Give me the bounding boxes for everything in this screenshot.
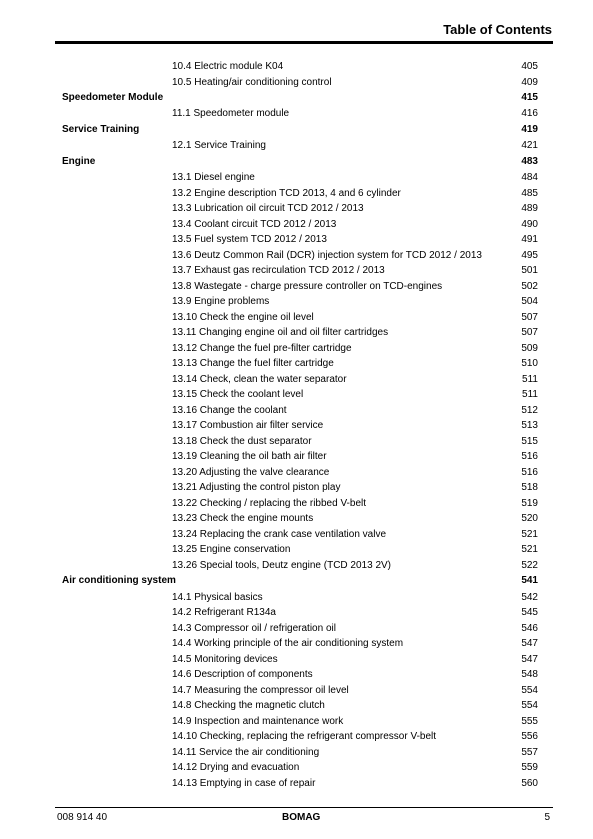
- toc-chapter-title: Air conditioning system: [62, 575, 176, 587]
- toc-page-number: 518: [521, 482, 538, 494]
- brand-name: BOMAG: [282, 812, 321, 823]
- toc-chapter[interactable]: [0, 90, 593, 106]
- toc-page-number: 554: [521, 684, 538, 696]
- toc-page-number: 509: [521, 342, 538, 354]
- toc-entry[interactable]: [0, 59, 593, 75]
- toc-page-number: 415: [521, 92, 538, 103]
- toc-page-number: 485: [521, 187, 538, 199]
- toc-entry-title: 13.21 Adjusting the control piston play: [172, 482, 341, 494]
- toc-entry-title: 13.7 Exhaust gas recirculation TCD 2012 / 2013: [172, 265, 385, 277]
- toc-page-number: 405: [521, 61, 538, 72]
- toc-page-number: 557: [521, 746, 538, 758]
- toc-entry-title: 13.5 Fuel system TCD 2012 / 2013: [172, 234, 327, 246]
- toc-entry[interactable]: [0, 714, 593, 730]
- toc-entry-title: 12.1 Service Training: [172, 140, 266, 152]
- toc-entry[interactable]: [0, 387, 593, 403]
- toc-entry[interactable]: [0, 729, 593, 745]
- toc-page-number: 556: [521, 731, 538, 743]
- toc-entry[interactable]: [0, 186, 593, 202]
- toc-entry-title: 13.1 Diesel engine: [172, 172, 255, 184]
- toc-entry-title: 14.1 Physical basics: [172, 591, 263, 603]
- toc-chapter[interactable]: [0, 573, 593, 589]
- toc-page-number: 541: [521, 575, 538, 587]
- toc-page-number: 560: [521, 777, 538, 789]
- toc-entry[interactable]: [0, 605, 593, 621]
- toc-entry[interactable]: [0, 683, 593, 699]
- toc-entry-title: 13.16 Change the coolant: [172, 404, 287, 416]
- toc-entry[interactable]: [0, 480, 593, 496]
- toc-entry-title: 13.4 Coolant circuit TCD 2012 / 2013: [172, 218, 337, 230]
- toc-entry[interactable]: [0, 621, 593, 637]
- toc-chapter[interactable]: [0, 122, 593, 138]
- toc-page-number: 548: [521, 669, 538, 681]
- toc-entry[interactable]: [0, 667, 593, 683]
- toc-entry[interactable]: [0, 372, 593, 388]
- toc-entry-title: 14.11 Service the air conditioning: [172, 746, 320, 758]
- toc-entry-title: 14.10 Checking, replacing the refrigerant compressor V-belt: [172, 731, 437, 743]
- toc-page-number: 555: [521, 715, 538, 727]
- toc-entry-title: 13.15 Check the coolant level: [172, 389, 304, 401]
- toc-page-number: 547: [521, 638, 538, 650]
- toc-entry[interactable]: [0, 279, 593, 295]
- toc-entry[interactable]: [0, 698, 593, 714]
- toc-entry[interactable]: [0, 75, 593, 91]
- toc-entry[interactable]: [0, 652, 593, 668]
- toc-chapter-title: Engine: [62, 155, 96, 167]
- toc-entry[interactable]: [0, 745, 593, 761]
- toc-entry[interactable]: [0, 760, 593, 776]
- toc-entry[interactable]: [0, 294, 593, 310]
- toc-chapter[interactable]: [0, 154, 593, 170]
- toc-entry[interactable]: [0, 217, 593, 233]
- toc-entry-title: 13.9 Engine problems: [172, 296, 270, 308]
- toc-entry-title: 13.18 Check the dust separator: [172, 435, 312, 447]
- toc-page-number: 421: [521, 140, 538, 152]
- toc-page-number: 490: [521, 218, 538, 230]
- page-title: Table of Contents: [443, 22, 552, 37]
- toc-page-number: 512: [521, 404, 538, 416]
- toc-entry-title: 13.23 Check the engine mounts: [172, 513, 314, 525]
- toc-page-number: 507: [521, 327, 538, 339]
- toc-page-number: 513: [521, 420, 538, 432]
- toc-page-number: 511: [522, 389, 538, 401]
- toc-entry-title: 13.13 Change the fuel filter cartridge: [172, 358, 334, 370]
- toc-entry[interactable]: [0, 558, 593, 574]
- toc-page-number: 559: [521, 762, 538, 774]
- toc-entry-title: 13.17 Combustion air filter service: [172, 420, 324, 432]
- toc-entry[interactable]: [0, 263, 593, 279]
- toc-entry-title: 13.8 Wastegate - charge pressure controller on TCD-engines: [172, 280, 443, 292]
- toc-page-number: 515: [521, 435, 538, 447]
- toc-page-number: 504: [521, 296, 538, 308]
- toc-entry-title: 14.9 Inspection and maintenance work: [172, 715, 344, 727]
- toc-entry[interactable]: [0, 403, 593, 419]
- table-of-contents: [0, 59, 593, 791]
- toc-page-number: 545: [521, 607, 538, 619]
- toc-entry[interactable]: [0, 248, 593, 264]
- toc-entry-title: 14.3 Compressor oil / refrigeration oil: [172, 622, 336, 634]
- toc-page-number: 521: [521, 528, 538, 540]
- toc-page-number: 502: [521, 280, 538, 292]
- toc-entry[interactable]: [0, 232, 593, 248]
- toc-page-number: 483: [521, 155, 538, 167]
- toc-entry-title: 13.6 Deutz Common Rail (DCR) injection system for TCD 2012 / 2013: [172, 249, 482, 261]
- header-rule: [55, 41, 553, 44]
- toc-entry[interactable]: [0, 341, 593, 357]
- toc-entry[interactable]: [0, 201, 593, 217]
- toc-chapter-title: Service Training: [62, 123, 140, 135]
- toc-page-number: 521: [521, 544, 538, 556]
- toc-entry[interactable]: [0, 310, 593, 326]
- toc-page-number: 554: [521, 700, 538, 712]
- toc-entry[interactable]: [0, 170, 593, 186]
- document-number: 008 914 40: [57, 812, 108, 823]
- toc-page-number: 519: [521, 497, 538, 509]
- toc-entry-title: 13.26 Special tools, Deutz engine (TCD 2013 2V): [172, 559, 392, 571]
- toc-entry-title: 14.6 Description of components: [172, 669, 313, 681]
- toc-entry[interactable]: [0, 465, 593, 481]
- toc-page-number: 516: [521, 466, 538, 478]
- toc-entry-title: 14.12 Drying and evacuation: [172, 762, 300, 774]
- toc-entry-title: 14.13 Emptying in case of repair: [172, 777, 316, 789]
- toc-entry-title: 13.3 Lubrication oil circuit TCD 2012 / 2013: [172, 203, 364, 215]
- toc-entry-title: 14.5 Monitoring devices: [172, 653, 278, 665]
- toc-page-number: 419: [521, 123, 538, 135]
- toc-page-number: 516: [521, 451, 538, 463]
- toc-page-number: 409: [521, 76, 538, 88]
- toc-entry[interactable]: [0, 776, 593, 792]
- toc-entry-title: 13.10 Check the engine oil level: [172, 311, 314, 323]
- toc-entry[interactable]: [0, 325, 593, 341]
- toc-entry[interactable]: [0, 418, 593, 434]
- toc-entry[interactable]: [0, 434, 593, 450]
- toc-entry-title: 10.5 Heating/air conditioning control: [172, 76, 332, 88]
- toc-entry-title: 13.25 Engine conservation: [172, 544, 291, 556]
- toc-entry-title: 10.4 Electric module K04: [172, 61, 284, 72]
- toc-entry[interactable]: [0, 496, 593, 512]
- toc-entry-title: 14.7 Measuring the compressor oil level: [172, 684, 349, 696]
- toc-entry-title: 14.2 Refrigerant R134a: [172, 607, 276, 619]
- toc-page-number: 542: [521, 591, 538, 603]
- toc-page-number: 495: [521, 249, 538, 261]
- toc-chapter-title: Speedometer Module: [62, 92, 164, 103]
- toc-entry[interactable]: [0, 449, 593, 465]
- toc-page-number: 522: [521, 559, 538, 571]
- toc-entry-title: 13.20 Adjusting the valve clearance: [172, 466, 330, 478]
- toc-entry[interactable]: [0, 636, 593, 652]
- toc-entry[interactable]: [0, 106, 593, 122]
- toc-page-number: 489: [521, 203, 538, 215]
- toc-entry-title: 14.8 Checking the magnetic clutch: [172, 700, 325, 712]
- toc-entry-title: 13.22 Checking / replacing the ribbed V-belt: [172, 497, 367, 509]
- toc-entry[interactable]: [0, 527, 593, 543]
- toc-entry[interactable]: [0, 138, 593, 154]
- toc-entry-title: 13.14 Check, clean the water separator: [172, 373, 347, 385]
- toc-entry-title: 13.12 Change the fuel pre-filter cartridge: [172, 342, 352, 354]
- toc-page-number: 546: [521, 622, 538, 634]
- toc-entry-title: 11.1 Speedometer module: [172, 108, 290, 120]
- toc-page-number: 510: [521, 358, 538, 370]
- toc-page-number: 491: [521, 234, 538, 246]
- toc-page-number: 507: [521, 311, 538, 323]
- toc-page-number: 511: [522, 373, 538, 385]
- toc-page-number: 547: [521, 653, 538, 665]
- footer-rule: [55, 807, 553, 808]
- toc-entry-title: 13.11 Changing engine oil and oil filter cartridges: [172, 327, 389, 339]
- toc-page-number: 520: [521, 513, 538, 525]
- toc-entry-title: 13.2 Engine description TCD 2013, 4 and 6 cylinder: [172, 187, 401, 199]
- toc-page-number: 484: [521, 172, 538, 184]
- page-number: 5: [544, 812, 550, 823]
- toc-entry-title: 14.4 Working principle of the air conditioning system: [172, 638, 404, 650]
- toc-entry[interactable]: [0, 542, 593, 558]
- toc-page-number: 416: [521, 108, 538, 120]
- toc-entry-title: 13.19 Cleaning the oil bath air filter: [172, 451, 327, 463]
- toc-entry[interactable]: [0, 356, 593, 372]
- toc-entry-title: 13.24 Replacing the crank case ventilation valve: [172, 528, 387, 540]
- toc-entry[interactable]: [0, 511, 593, 527]
- toc-page-number: 501: [521, 265, 538, 277]
- toc-entry[interactable]: [0, 590, 593, 606]
